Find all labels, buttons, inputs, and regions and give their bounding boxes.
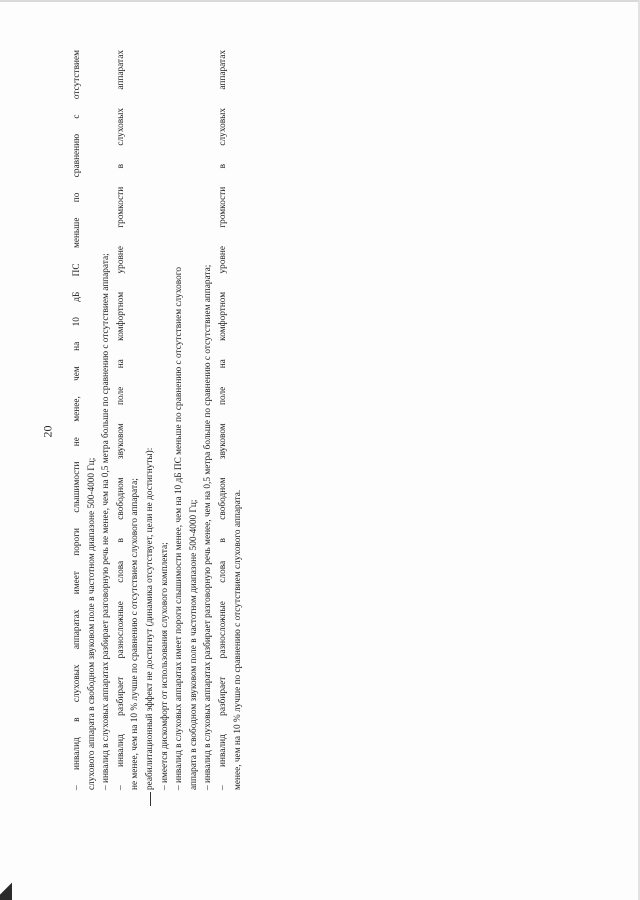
text-line-8: – инвалид в слуховых аппаратах имеет пороги слышимости менее, чем на 10 дБ ПС меньше по сравнению с отсутствием слухового [174,267,185,790]
text-line-6 [143,50,158,790]
text-line-12: менее, чем на 10 % лучше по сравнению с отсутствием слухового аппарата. [232,489,243,790]
page-number: 20 [40,425,55,438]
text-line-6-content: реабилитационный эффект не достигнут (динамика отсутствует, цели не достигнуты): [144,447,155,790]
scan-corner-mark [0,880,12,900]
text-line-9: аппарата в свободном звуковом поле в частотном диапазоне 500-4000 Гц; [188,499,199,790]
text-line-10: – инвалид в слуховых аппаратах разбирает разговорную речь менее, чем на 0,5 метра больше по сравнению с отсутствием аппарата; [203,264,214,790]
text-line-11: – инвалид разбирает разносложные слова в свободном звуковом поле на комфортном уровне громкости в слуховых аппаратах [217,50,228,790]
margin-dash-marker [150,792,151,806]
text-line-2: слухового аппарата в свободном звуковом поле в частотном диапазоне 500-4000 Гц; [86,457,97,790]
document-body [70,50,245,790]
text-line-7: – имеется дискомфорт от использования слухового комплекта; [159,542,170,790]
text-line-1: – инвалид в слуховых аппаратах имеет пороги слышимости не менее, чем на 10 дБ ПС меньше по сравнению с отсутствием [72,50,82,790]
text-line-3: – инвалид в слуховых аппаратах разбирает разговорную речь не менее, чем на 0,5 метра больше по сравнению с отсутствием аппарата; [101,253,112,790]
page-edge-top [0,0,640,2]
text-line-4: – инвалид разбирает разносложные слова в свободном звуковом поле на комфортном уровне громкости в слуховых аппаратах [115,50,126,790]
text-line-5: не менее, чем на 10 % лучше по сравнению с отсутствием слухового аппарата; [130,478,141,790]
